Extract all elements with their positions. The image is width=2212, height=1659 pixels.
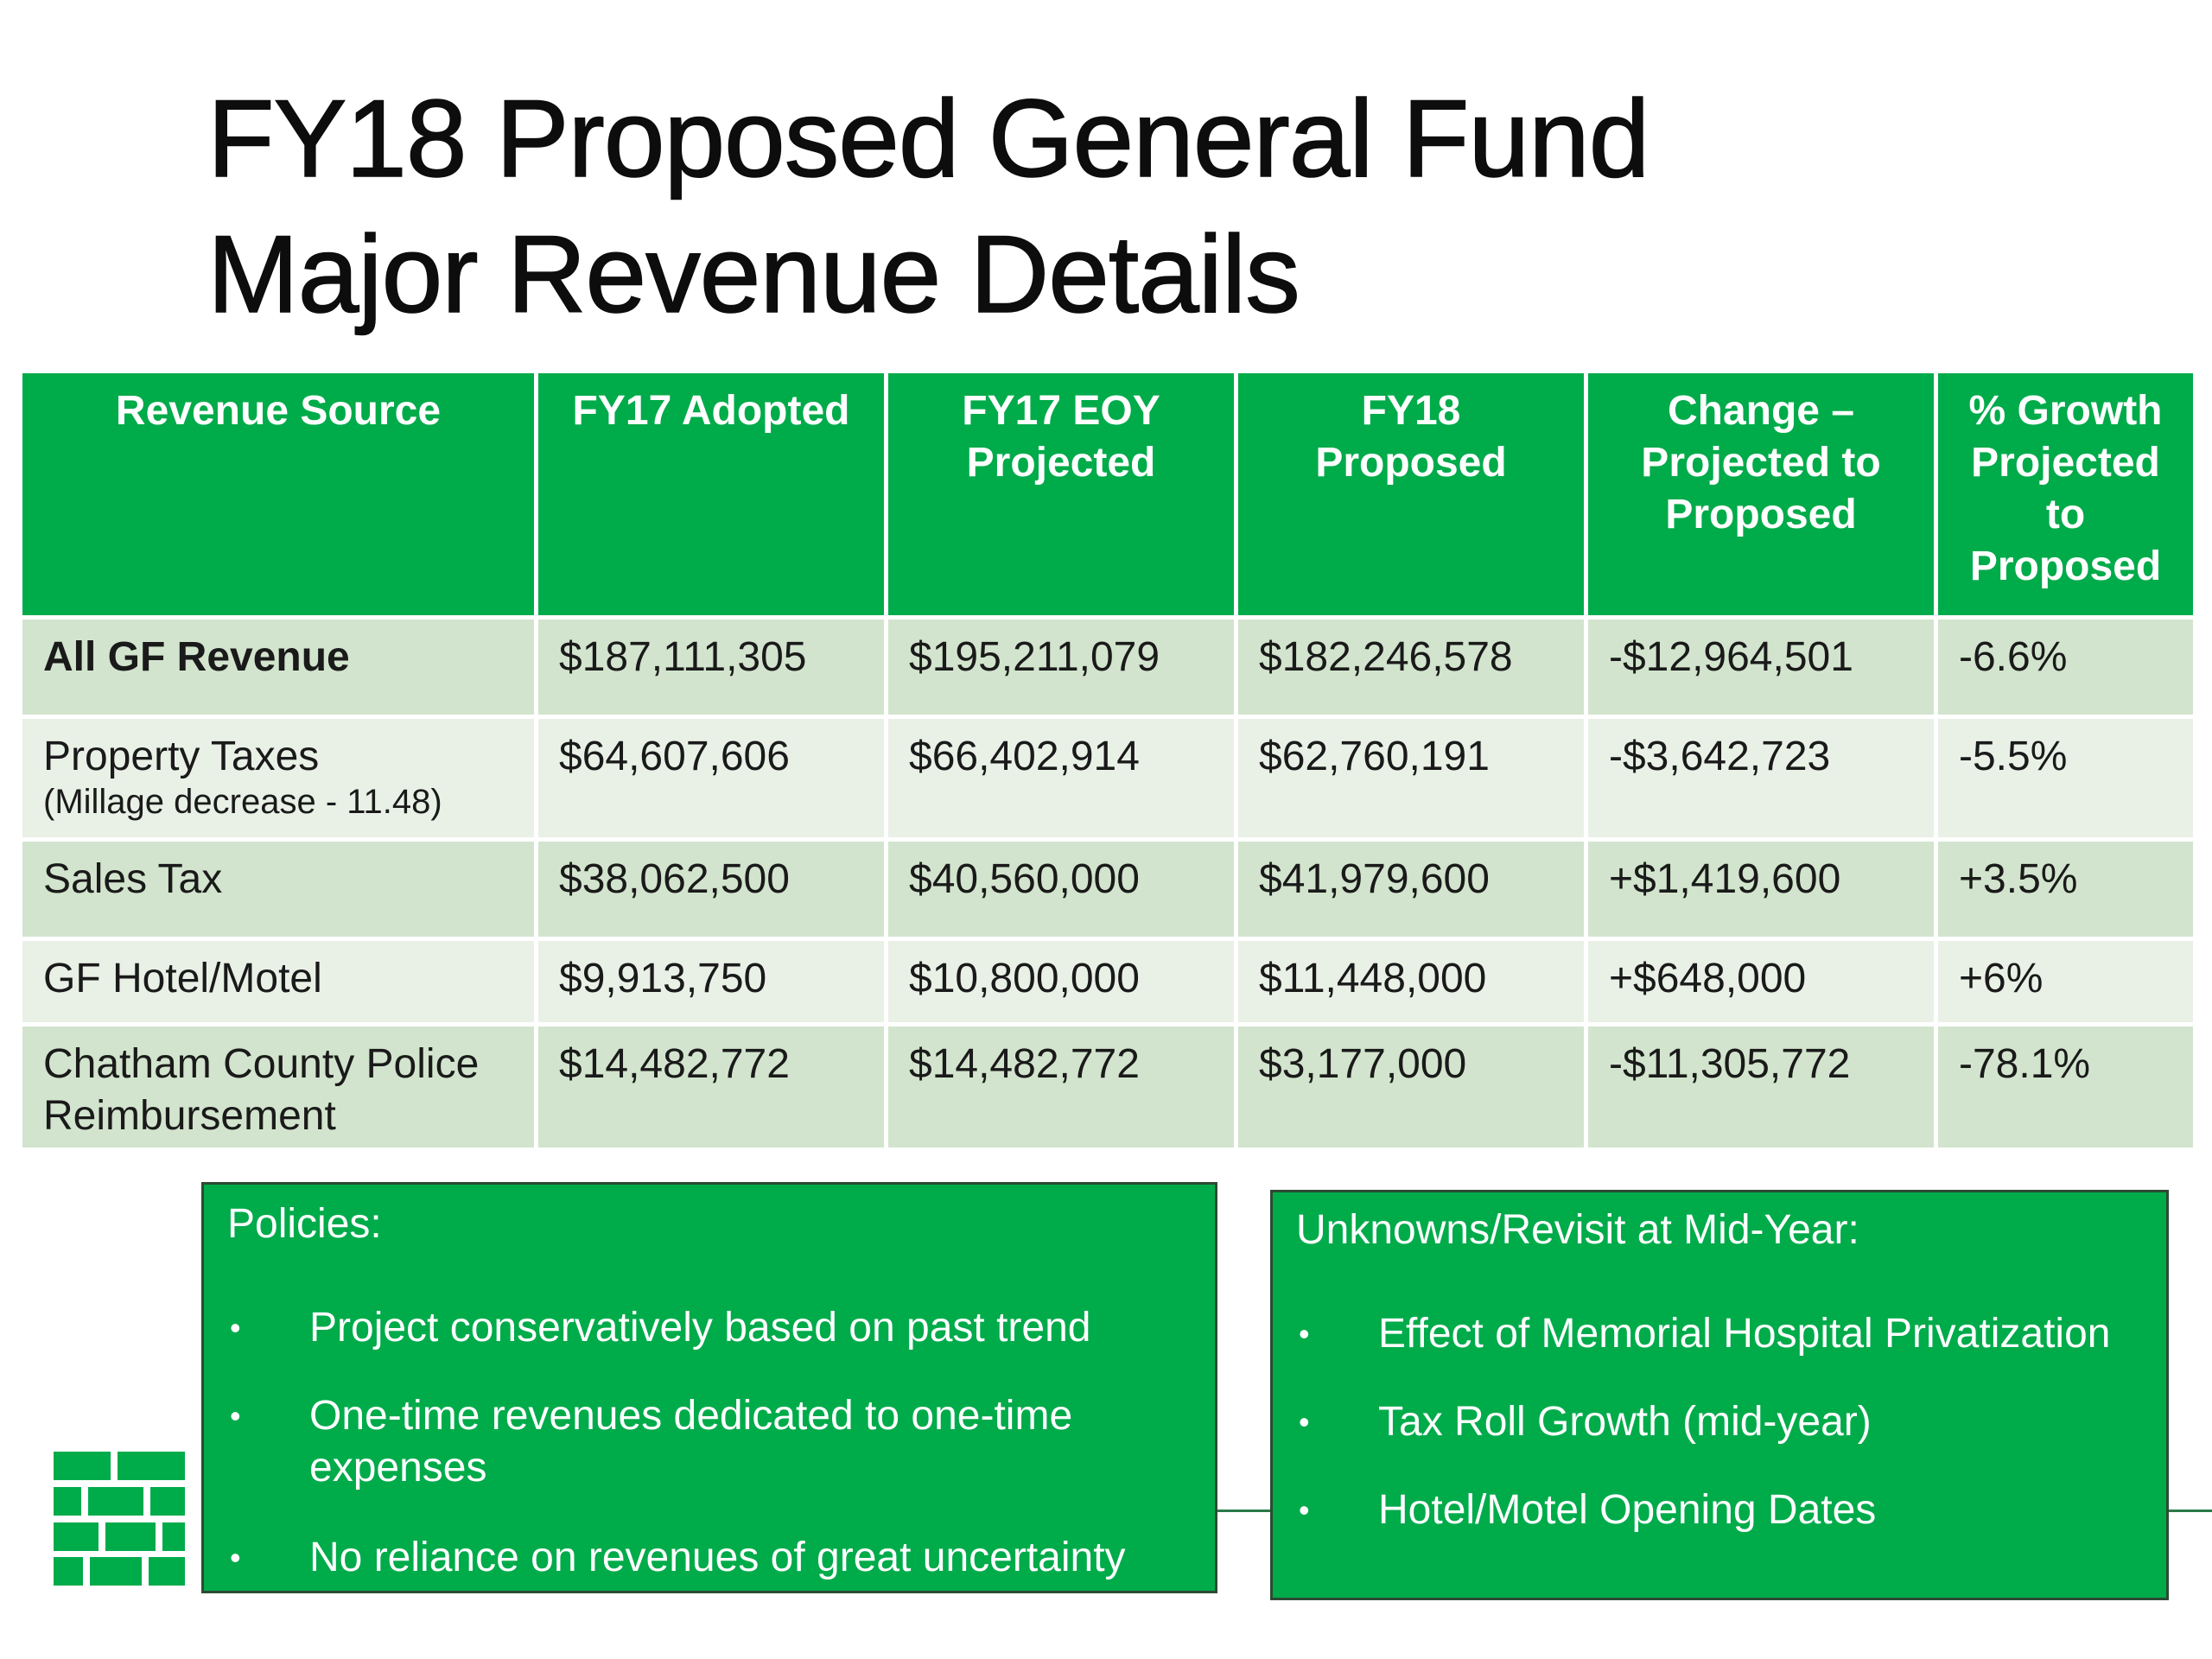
cell-change: +$1,419,600 (1586, 840, 1936, 939)
cell-adopted: $14,482,772 (537, 1025, 887, 1150)
header-fy17-adopted: FY17 Adopted (537, 372, 887, 618)
cell-projected: $40,560,000 (887, 840, 1236, 939)
cell-growth: -78.1% (1936, 1025, 2196, 1150)
cell-source: GF Hotel/Motel (21, 939, 537, 1025)
cell-adopted: $9,913,750 (537, 939, 887, 1025)
bullet-icon: • (230, 1540, 241, 1575)
policies-box (201, 1182, 1217, 1593)
list-item: • Tax Roll Growth (mid-year) (1378, 1396, 1872, 1448)
table-row (21, 618, 2196, 717)
header-change: Change – Projected to Proposed (1586, 372, 1936, 618)
cell-adopted: $64,607,606 (537, 717, 887, 840)
policies-heading: Policies: (227, 1201, 382, 1247)
cell-change: -$11,305,772 (1586, 1025, 1936, 1150)
cell-projected: $10,800,000 (887, 939, 1236, 1025)
unknowns-heading: Unknowns/Revisit at Mid-Year: (1296, 1207, 1859, 1253)
cell-proposed: $182,246,578 (1236, 618, 1586, 717)
cell-growth: +3.5% (1936, 840, 2196, 939)
table-row (21, 939, 2196, 1025)
cell-source: Chatham County Police Reimbursement (21, 1025, 537, 1150)
connector-line-left (1215, 1510, 1272, 1512)
header-revenue-source: Revenue Source (21, 372, 537, 618)
header-growth: % Growth Projected to Proposed (1936, 372, 2196, 618)
connector-line-right (2166, 1510, 2212, 1512)
bullet-icon: • (1299, 1404, 1310, 1440)
table-row (21, 717, 2196, 840)
cell-projected: $195,211,079 (887, 618, 1236, 717)
source-label: Property Taxes (43, 734, 320, 779)
bullet-icon: • (230, 1310, 241, 1345)
list-item: • No reliance on revenues of great uncertainty (309, 1532, 1126, 1584)
cell-adopted: $187,111,305 (537, 618, 887, 717)
cell-change: -$12,964,501 (1586, 618, 1936, 717)
title-line-2: Major Revenue Details (207, 213, 1300, 335)
cell-projected: $66,402,914 (887, 717, 1236, 840)
table-row (21, 1025, 2196, 1150)
brick-wall-icon (54, 1452, 185, 1586)
table-row (21, 840, 2196, 939)
cell-adopted: $38,062,500 (537, 840, 887, 939)
header-fy17-eoy-projected: FY17 EOY Projected (887, 372, 1236, 618)
cell-proposed: $41,979,600 (1236, 840, 1586, 939)
cell-growth: +6% (1936, 939, 2196, 1025)
cell-proposed: $3,177,000 (1236, 1025, 1586, 1150)
unknowns-box (1270, 1190, 2169, 1600)
bullet-icon: • (1299, 1316, 1310, 1351)
cell-proposed: $11,448,000 (1236, 939, 1586, 1025)
cell-change: +$648,000 (1586, 939, 1936, 1025)
bullet-icon: • (230, 1398, 241, 1433)
list-item: • Project conservatively based on past trend (309, 1302, 1091, 1354)
cell-growth: -5.5% (1936, 717, 2196, 840)
list-item: • Effect of Memorial Hospital Privatization (1378, 1308, 2110, 1360)
header-fy18-proposed: FY18 Proposed (1236, 372, 1586, 618)
list-item: • Hotel/Motel Opening Dates (1378, 1484, 1876, 1536)
cell-projected: $14,482,772 (887, 1025, 1236, 1150)
title-line-1: FY18 Proposed General Fund (207, 77, 1649, 200)
cell-growth: -6.6% (1936, 618, 2196, 717)
source-note: (Millage decrease - 11.48) (43, 783, 442, 821)
cell-source: All GF Revenue (21, 618, 537, 717)
list-item: • One-time revenues dedicated to one-time expenses (309, 1390, 1156, 1494)
cell-source: Sales Tax (21, 840, 537, 939)
revenue-table (18, 369, 2197, 1152)
table-header-row (21, 372, 2196, 618)
page-title (207, 71, 1649, 342)
cell-proposed: $62,760,191 (1236, 717, 1586, 840)
cell-source (21, 717, 537, 840)
bullet-icon: • (1299, 1492, 1310, 1528)
cell-change: -$3,642,723 (1586, 717, 1936, 840)
